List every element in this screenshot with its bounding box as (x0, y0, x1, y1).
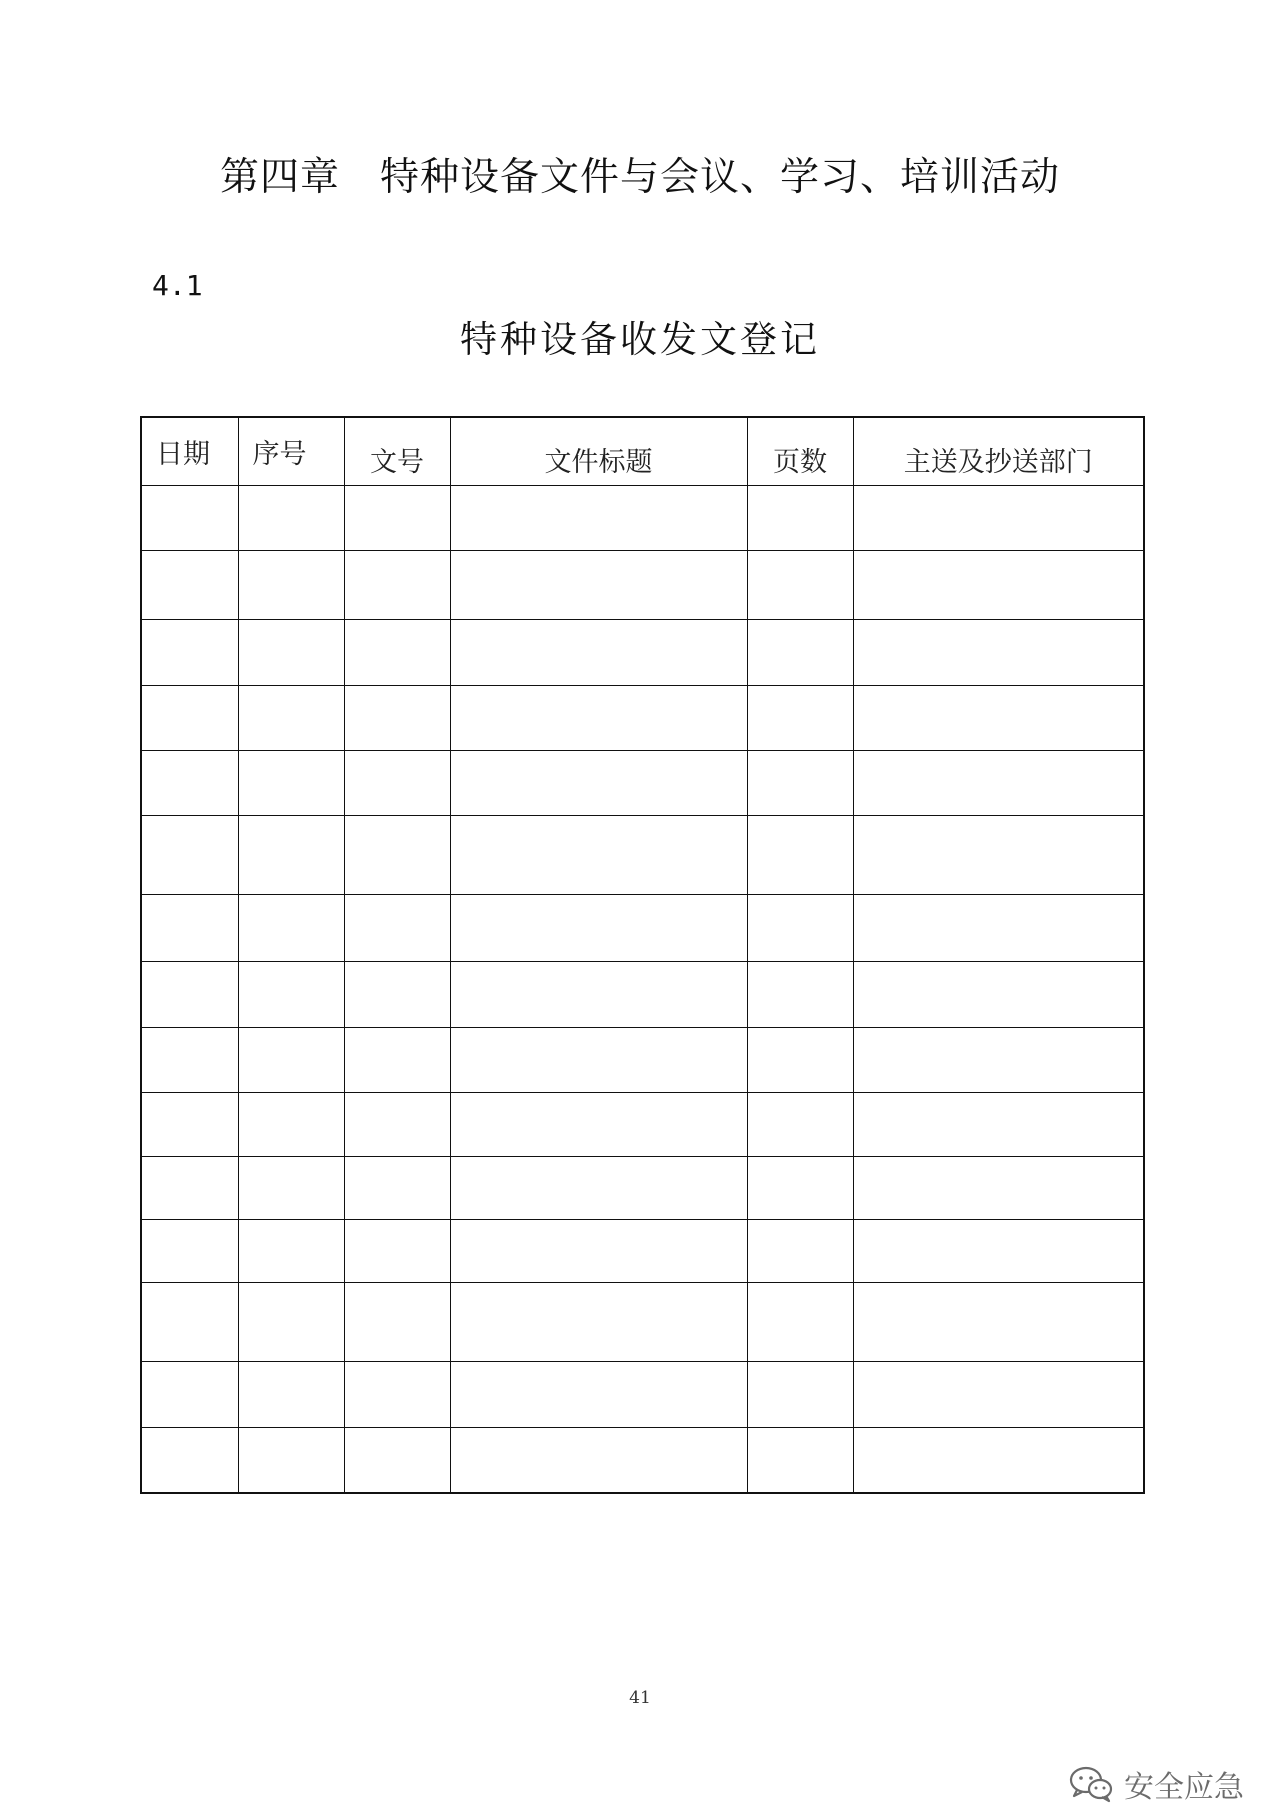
cell-serial-number[interactable] (238, 1028, 344, 1093)
cell-document-number[interactable] (344, 1220, 450, 1283)
cell-page-count[interactable] (747, 962, 853, 1028)
cell-page-count[interactable] (747, 751, 853, 816)
cell-document-number[interactable] (344, 816, 450, 895)
cell-date[interactable] (141, 816, 238, 895)
cell-recipient-departments[interactable] (853, 1428, 1144, 1493)
cell-serial-number[interactable] (238, 486, 344, 551)
cell-document-number[interactable] (344, 1428, 450, 1493)
cell-serial-number[interactable] (238, 751, 344, 816)
cell-recipient-departments[interactable] (853, 1093, 1144, 1157)
table-row (141, 1157, 1144, 1220)
cell-document-title[interactable] (450, 486, 747, 551)
table-header-row (141, 417, 1144, 486)
header-document-number (344, 417, 450, 486)
cell-recipient-departments[interactable] (853, 1157, 1144, 1220)
cell-serial-number[interactable] (238, 1157, 344, 1220)
cell-serial-number[interactable] (238, 551, 344, 620)
cell-document-number[interactable] (344, 1093, 450, 1157)
cell-page-count[interactable] (747, 620, 853, 686)
cell-page-count[interactable] (747, 1428, 853, 1493)
cell-date[interactable] (141, 1093, 238, 1157)
cell-serial-number[interactable] (238, 1283, 344, 1362)
table-row (141, 816, 1144, 895)
cell-page-count[interactable] (747, 1157, 853, 1220)
cell-page-count[interactable] (747, 1283, 853, 1362)
cell-document-title[interactable] (450, 551, 747, 620)
cell-document-title[interactable] (450, 1028, 747, 1093)
cell-document-title[interactable] (450, 895, 747, 962)
header-page-count-label: 页数 (773, 447, 827, 478)
cell-document-number[interactable] (344, 895, 450, 962)
cell-date[interactable] (141, 1283, 238, 1362)
cell-recipient-departments[interactable] (853, 1362, 1144, 1428)
cell-date[interactable] (141, 751, 238, 816)
table-row (141, 1220, 1144, 1283)
cell-recipient-departments[interactable] (853, 1283, 1144, 1362)
cell-document-title[interactable] (450, 620, 747, 686)
cell-recipient-departments[interactable] (853, 1220, 1144, 1283)
cell-document-number[interactable] (344, 962, 450, 1028)
page-number: 41 (629, 1688, 651, 1708)
cell-document-title[interactable] (450, 686, 747, 751)
table-row (141, 551, 1144, 620)
watermark-text: 安全应急 (1124, 1770, 1244, 1805)
header-document-number-label: 文号 (370, 447, 424, 478)
cell-page-count[interactable] (747, 1220, 853, 1283)
cell-serial-number[interactable] (238, 895, 344, 962)
cell-document-number[interactable] (344, 751, 450, 816)
cell-document-title[interactable] (450, 1220, 747, 1283)
cell-serial-number[interactable] (238, 816, 344, 895)
cell-document-number[interactable] (344, 686, 450, 751)
cell-date[interactable] (141, 486, 238, 551)
table-row (141, 620, 1144, 686)
cell-serial-number[interactable] (238, 1220, 344, 1283)
table-row (141, 486, 1144, 551)
cell-document-title[interactable] (450, 1362, 747, 1428)
table-row (141, 1093, 1144, 1157)
header-date-label: 日期 (156, 439, 210, 470)
cell-recipient-departments[interactable] (853, 620, 1144, 686)
cell-document-number[interactable] (344, 1362, 450, 1428)
cell-page-count[interactable] (747, 551, 853, 620)
wechat-icon (1068, 1765, 1114, 1803)
cell-document-number[interactable] (344, 1028, 450, 1093)
section-number: 4.1 (152, 269, 203, 302)
cell-document-title[interactable] (450, 1283, 747, 1362)
cell-document-title[interactable] (450, 816, 747, 895)
document-register-table (140, 416, 1145, 1494)
cell-recipient-departments[interactable] (853, 895, 1144, 962)
table-row (141, 962, 1144, 1028)
cell-date[interactable] (141, 895, 238, 962)
header-serial-number-label: 序号 (252, 439, 307, 470)
table-row (141, 751, 1144, 816)
cell-page-count[interactable] (747, 816, 853, 895)
header-date (141, 417, 238, 486)
cell-serial-number[interactable] (238, 1093, 344, 1157)
table-row (141, 1028, 1144, 1093)
table-row (141, 1283, 1144, 1362)
chapter-title: 第四章 特种设备文件与会议、学习、培训活动 (219, 155, 1060, 200)
cell-date[interactable] (141, 1028, 238, 1093)
table-row (141, 1362, 1144, 1428)
cell-recipient-departments[interactable] (853, 816, 1144, 895)
cell-document-number[interactable] (344, 551, 450, 620)
header-document-title-label: 文件标题 (544, 447, 653, 478)
cell-recipient-departments[interactable] (853, 551, 1144, 620)
header-recipient-departments (853, 417, 1144, 486)
cell-document-number[interactable] (344, 1283, 450, 1362)
cell-page-count[interactable] (747, 686, 853, 751)
cell-serial-number[interactable] (238, 1362, 344, 1428)
table-row (141, 686, 1144, 751)
watermark (1068, 1762, 1244, 1806)
cell-page-count[interactable] (747, 1028, 853, 1093)
cell-date[interactable] (141, 962, 238, 1028)
header-recipient-departments-label: 主送及抄送部门 (903, 447, 1093, 478)
cell-date[interactable] (141, 1157, 238, 1220)
table-body (141, 486, 1144, 1493)
cell-document-number[interactable] (344, 620, 450, 686)
table-row (141, 895, 1144, 962)
table-row (141, 1428, 1144, 1493)
cell-serial-number[interactable] (238, 962, 344, 1028)
cell-recipient-departments[interactable] (853, 486, 1144, 551)
cell-page-count[interactable] (747, 486, 853, 551)
cell-date[interactable] (141, 686, 238, 751)
header-page-count (747, 417, 853, 486)
cell-page-count[interactable] (747, 895, 853, 962)
cell-document-title[interactable] (450, 1093, 747, 1157)
cell-document-title[interactable] (450, 751, 747, 816)
cell-serial-number[interactable] (238, 1428, 344, 1493)
cell-page-count[interactable] (747, 1362, 853, 1428)
cell-recipient-departments[interactable] (853, 962, 1144, 1028)
cell-date[interactable] (141, 620, 238, 686)
cell-serial-number[interactable] (238, 686, 344, 751)
header-document-title (450, 417, 747, 486)
header-serial-number (238, 417, 344, 486)
cell-date[interactable] (141, 1220, 238, 1283)
cell-date[interactable] (141, 551, 238, 620)
register-title: 特种设备收发文登记 (460, 318, 820, 361)
cell-document-number[interactable] (344, 486, 450, 551)
cell-date[interactable] (141, 1362, 238, 1428)
cell-document-title[interactable] (450, 962, 747, 1028)
cell-serial-number[interactable] (238, 620, 344, 686)
cell-document-title[interactable] (450, 1428, 747, 1493)
cell-document-title[interactable] (450, 1157, 747, 1220)
cell-recipient-departments[interactable] (853, 751, 1144, 816)
cell-recipient-departments[interactable] (853, 686, 1144, 751)
cell-date[interactable] (141, 1428, 238, 1493)
cell-document-number[interactable] (344, 1157, 450, 1220)
cell-page-count[interactable] (747, 1093, 853, 1157)
cell-recipient-departments[interactable] (853, 1028, 1144, 1093)
